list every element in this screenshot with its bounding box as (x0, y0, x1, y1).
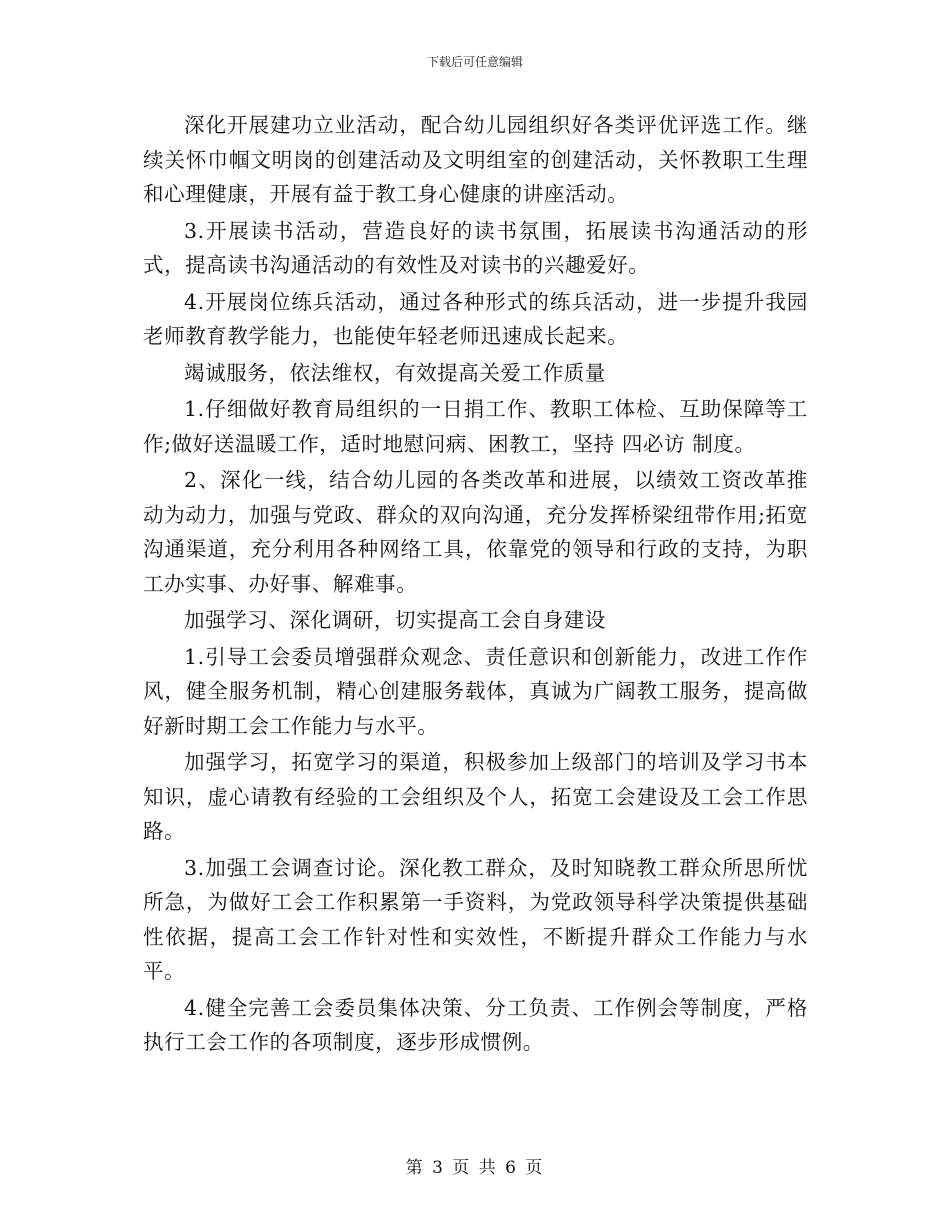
paragraph-3: 4.开展岗位练兵活动，通过各种形式的练兵活动，进一步提升我园老师教育教学能力，也能使年轻老师迅速成长起来。 (143, 289, 808, 348)
section-heading-service: 竭诚服务，依法维权，有效提高关爱工作质量 (184, 360, 606, 385)
page-header: 下载后可任意编辑 (426, 55, 523, 69)
paragraph-5: 1.仔细做好教育局组织的一日捐工作、教职工体检、互助保障等工作;做好送温暖工作，适时地慰问病、困教工，坚持 四必访 制度。 (143, 397, 808, 456)
paragraph-6: 2、深化一线，结合幼儿园的各类改革和进展，以绩效工资改革推动为动力，加强与党政、群众的双向沟通，充分发挥桥梁纽带作用;拓宽沟通渠道，充分利用各种网络工具，依靠党的领导和行政的支持，为职工办实事、办好事、解难事。 (143, 468, 808, 596)
paragraph-8: 1.引导工会委员增强群众观念、责任意识和创新能力，改进工作作风，健全服务机制，精心创建服务载体，真诚为广阔教工服务，提高做好新时期工会工作能力与水平。 (143, 644, 808, 738)
paragraph-2: 3.开展读书活动，营造良好的读书氛围，拓展读书沟通活动的形式，提高读书沟通活动的有效性及对读书的兴趣爱好。 (143, 218, 808, 277)
section-heading-study: 加强学习、深化调研，切实提高工会自身建设 (184, 608, 606, 632)
document-body (143, 108, 808, 1062)
paragraph-10: 3.加强工会调查讨论。深化教工群众，及时知晓教工群众所思所忧所急，为做好工会工作积累第一手资料，为党政领导科学决策提供基础性依据，提高工会工作针对性和实效性，不断提升群众工作能力与水平。 (143, 855, 808, 983)
paragraph-9: 加强学习，拓宽学习的渠道，积极参加上级部门的培训及学习书本知识，虚心请教有经验的工会组织及个人，拓宽工会建设及工会工作思路。 (143, 750, 808, 843)
paragraph-1: 深化开展建功立业活动，配合幼儿园组织好各类评优评选工作。继续关怀巾帼文明岗的创建活动及文明组室的创建活动，关怀教职工生理和心理健康，开展有益于教工身心健康的讲座活动。 (143, 113, 808, 206)
page-number-footer: 第 3 页 共 6 页 (405, 1158, 545, 1178)
paragraph-11: 4.健全完善工会委员集体决策、分工负责、工作例会等制度，严格执行工会工作的各项制度，逐步形成惯例。 (143, 995, 808, 1054)
